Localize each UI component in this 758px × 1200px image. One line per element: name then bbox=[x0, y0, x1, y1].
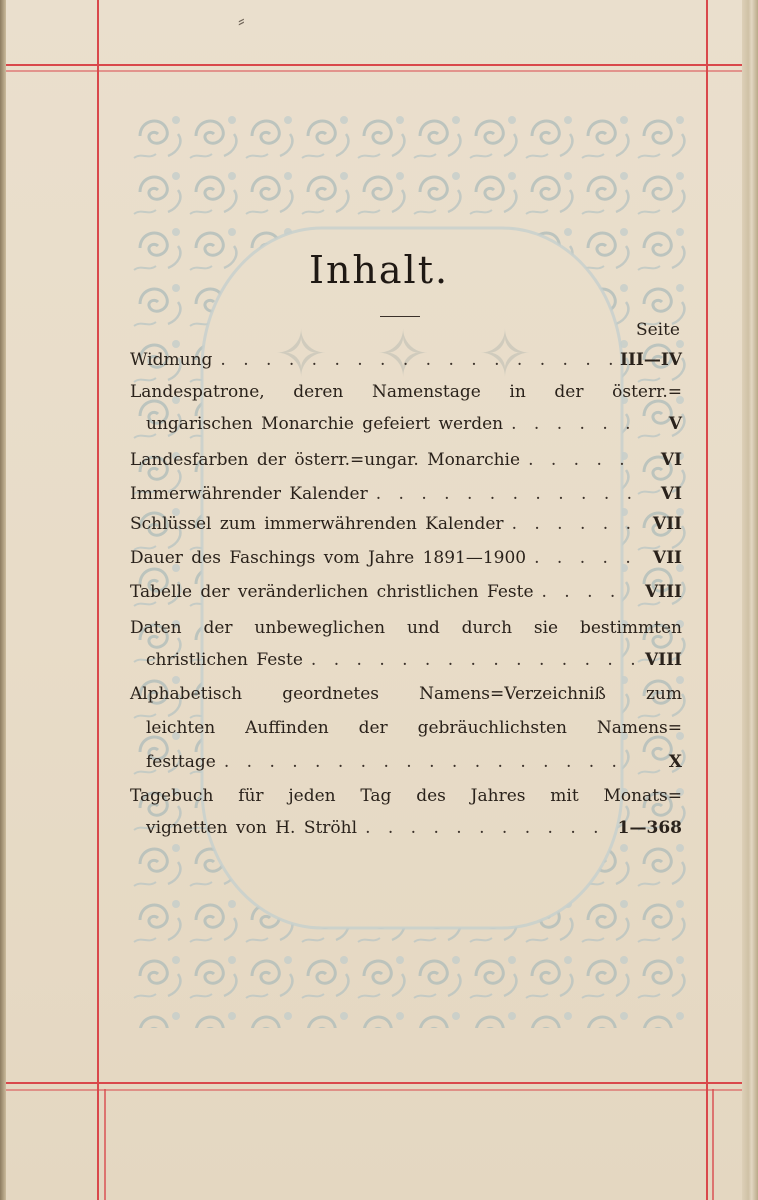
toc-entry-daten bbox=[130, 618, 682, 644]
toc-page-number: VII bbox=[652, 514, 682, 534]
toc-entry-kalender bbox=[130, 484, 682, 510]
toc-entry-daten-cont bbox=[146, 650, 682, 676]
toc-page-number: VI bbox=[660, 484, 682, 504]
toc-entry-landesfarben bbox=[130, 450, 682, 476]
toc-entry-fasching bbox=[130, 548, 682, 574]
leader-dots bbox=[365, 818, 610, 838]
page-column-label: Seite bbox=[635, 320, 680, 340]
toc-entry-text: Landespatrone, deren Namenstage in der österr.= bbox=[130, 382, 682, 402]
title-divider bbox=[380, 316, 420, 317]
toc-entry-widmung bbox=[130, 350, 682, 376]
margin-rule-bottom bbox=[6, 1082, 742, 1084]
toc-entry-text: festtage bbox=[146, 752, 216, 772]
leader-dots bbox=[224, 752, 634, 772]
toc-page-number: VIII bbox=[644, 582, 682, 602]
leader-dots bbox=[220, 350, 612, 370]
toc-entry-alphabetisch bbox=[130, 684, 682, 710]
margin-rule-right bbox=[706, 0, 708, 1200]
leader-dots bbox=[511, 414, 634, 434]
leader-dots bbox=[311, 650, 634, 670]
toc-entry-text: Widmung bbox=[130, 350, 213, 370]
toc-entry-alphabetisch-end bbox=[146, 752, 682, 778]
toc-entry-landespatrone-cont bbox=[146, 414, 682, 440]
toc-entry-text: vignetten von H. Ströhl bbox=[146, 818, 358, 838]
margin-rule-left-lower bbox=[104, 1089, 106, 1200]
toc-entry-landespatrone bbox=[130, 382, 682, 408]
toc-entry-schluessel bbox=[130, 514, 682, 540]
leader-dots bbox=[528, 450, 634, 470]
toc-entry-tagebuch-cont bbox=[146, 818, 682, 844]
toc-page-number: X bbox=[668, 752, 682, 772]
margin-rule-bottom-faint bbox=[6, 1089, 742, 1091]
toc-entry-text: Tagebuch für jeden Tag des Jahres mit Monats= bbox=[130, 786, 682, 806]
page-title: Inhalt. bbox=[308, 248, 450, 292]
toc-entry-text: ungarischen Monarchie gefeiert werden bbox=[146, 414, 504, 434]
leader-dots bbox=[376, 484, 634, 504]
leader-dots bbox=[534, 548, 634, 568]
toc-entry-text: christlichen Feste bbox=[146, 650, 303, 670]
toc-entry-text: leichten Auffinden der gebräuchlichsten Namens= bbox=[146, 718, 682, 738]
toc-page-number: III—IV bbox=[620, 350, 682, 370]
toc-page-number: VII bbox=[652, 548, 682, 568]
toc-entry-text: Tabelle der veränderlichen christlichen Feste bbox=[130, 582, 534, 602]
margin-rule-left bbox=[97, 0, 99, 1200]
leader-dots bbox=[542, 582, 635, 602]
toc-entry-text: Dauer des Faschings vom Jahre 1891—1900 bbox=[130, 548, 527, 568]
bleed-through-text: ✧ ✧ ✧ bbox=[274, 318, 546, 392]
toc-page-number: VI bbox=[660, 450, 682, 470]
toc-page-number: V bbox=[668, 414, 682, 434]
toc-entry-text: Immerwährender Kalender bbox=[130, 484, 368, 504]
toc-page-number: 1—368 bbox=[617, 818, 682, 838]
margin-rule-right-lower bbox=[712, 1089, 714, 1200]
toc-entry-alphabetisch-cont bbox=[146, 718, 682, 744]
margin-rule-top bbox=[6, 64, 742, 66]
leader-dots bbox=[512, 514, 634, 534]
page-edge-right bbox=[742, 0, 758, 1200]
toc-entry-text: Alphabetisch geordnetes Namens=Verzeichniß zum bbox=[130, 684, 682, 704]
toc-entry-tagebuch bbox=[130, 786, 682, 812]
toc-entry-text: Daten der unbeweglichen und durch sie bestimmten bbox=[130, 618, 682, 638]
ink-mark: ⸗ bbox=[238, 8, 245, 32]
page-edge-left bbox=[0, 0, 6, 1200]
toc-page-number: VIII bbox=[644, 650, 682, 670]
toc-entry-text: Schlüssel zum immerwährenden Kalender bbox=[130, 514, 504, 534]
toc-entry-tabelle bbox=[130, 582, 682, 608]
toc-entry-text: Landesfarben der österr.=ungar. Monarchie bbox=[130, 450, 521, 470]
margin-rule-top-faint bbox=[6, 70, 742, 72]
